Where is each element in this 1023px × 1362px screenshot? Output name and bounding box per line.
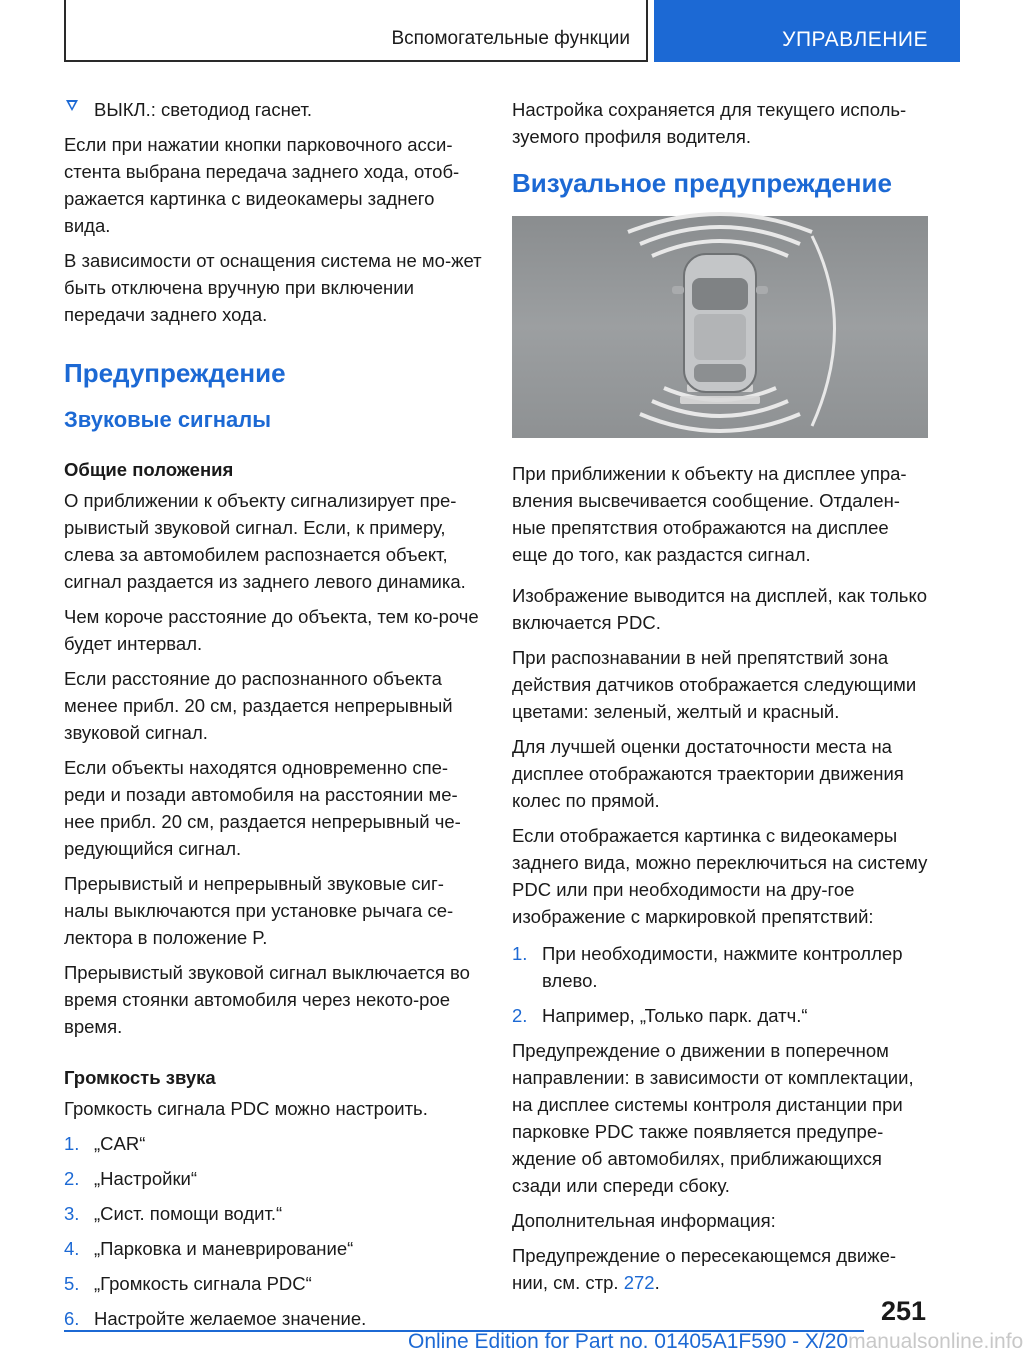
step-text: „Настройки“	[94, 1168, 198, 1189]
step-number: 2.	[512, 1005, 528, 1026]
reference-end: .	[654, 1272, 660, 1293]
list-item	[64, 1165, 484, 1192]
paragraph: При приближении к объекту на дисплее упра-вления высвечивается сообщение. Отдален-ные препятствия отображаются на дисплее еще до того, как раздастся сигнал.	[512, 463, 907, 565]
header-section-title: Вспомогательные функции	[391, 28, 630, 49]
step-number: 3.	[64, 1203, 80, 1224]
heading-general: Общие положения	[64, 459, 234, 480]
heading-warning: Предупреждение	[64, 358, 286, 388]
paragraph: Если расстояние до распознанного объекта менее прибл. 20 см, раздается непрерывный звуковой сигнал.	[64, 668, 453, 743]
list-item	[64, 1270, 484, 1297]
page-number: 251	[880, 1296, 926, 1326]
paragraph: Дополнительная информация:	[512, 1210, 776, 1231]
paragraph: Чем короче расстояние до объекта, тем ко-роче будет интервал.	[64, 606, 479, 654]
list-item	[512, 940, 928, 994]
paragraph: В зависимости от оснащения система не мо-жет быть отключена вручную при включении передачи заднего хода.	[64, 250, 482, 325]
left-column	[64, 96, 484, 1340]
list-item	[64, 1130, 484, 1157]
list-item	[64, 1200, 484, 1227]
reference-text: Предупреждение о пересекающемся движе-нии, см. стр.	[512, 1245, 897, 1293]
paragraph: Если отображается картинка с видеокамеры заднего вида, можно переключиться на систему PDC или при необходимости на дру-гое изображение с маркировкой препятствий:	[512, 825, 928, 927]
step-number: 5.	[64, 1273, 80, 1294]
heading-sound-signals: Звуковые сигналы	[64, 407, 272, 432]
step-number: 2.	[64, 1168, 80, 1189]
list-item	[64, 1305, 484, 1332]
paragraph: Настройка сохраняется для текущего исполь-зуемого профиля водителя.	[512, 99, 907, 147]
cross-reference	[512, 1242, 928, 1296]
watermark-text: manualsonline.info	[848, 1330, 1023, 1353]
footer-edition	[408, 1330, 1023, 1354]
step-text: „Парковка и маневрирование“	[94, 1238, 354, 1259]
paragraph: Изображение выводится на дисплей, как только включается PDC.	[512, 585, 928, 633]
edition-text: Online Edition for Part no. 01405A1F590 - X/20	[408, 1330, 849, 1353]
right-column	[512, 96, 928, 1304]
step-text: „CAR“	[94, 1133, 146, 1154]
triangle-bullet-icon	[66, 100, 78, 111]
step-number: 4.	[64, 1238, 80, 1259]
step-text: „Сист. помощи водит.“	[94, 1203, 283, 1224]
paragraph: Если объекты находятся одновременно спе-реди и позади автомобиля на расстоянии ме-нее прибл. 20 см, раздается непрерывный че-редующийся сигнал.	[64, 757, 461, 859]
step-number: 6.	[64, 1308, 80, 1329]
volume-steps-list	[64, 1130, 484, 1332]
heading-volume: Громкость звука	[64, 1067, 216, 1088]
step-text: При необходимости, нажмите контроллер влево.	[542, 943, 903, 991]
heading-visual-warning: Визуальное предупреждение	[512, 168, 892, 198]
bullet-off-text: ВЫКЛ.: светодиод гаснет.	[94, 99, 313, 120]
paragraph: Прерывистый звуковой сигнал выключается во время стоянки автомобиля через некото-рое время.	[64, 962, 470, 1037]
header-chapter-title: УПРАВЛЕНИЕ	[782, 28, 928, 51]
step-text: Настройте желаемое значение.	[94, 1308, 367, 1329]
list-item	[64, 1235, 484, 1262]
paragraph: Громкость сигнала PDC можно настроить.	[64, 1098, 428, 1119]
step-text: Например, „Только парк. датч.“	[542, 1005, 808, 1026]
paragraph: Если при нажатии кнопки парковочного асси-стента выбрана передача заднего хода, отоб-ражается картинка с видеокамеры заднего вида.	[64, 134, 460, 236]
paragraph: При распознавании в ней препятствий зона действия датчиков отображается следующими цветами: зеленый, желтый и красный.	[512, 647, 917, 722]
bullet-off-item	[64, 96, 484, 123]
step-text: „Громкость сигнала PDC“	[94, 1273, 312, 1294]
step-number: 1.	[512, 943, 528, 964]
list-item	[512, 1002, 928, 1029]
step-number: 1.	[64, 1133, 80, 1154]
car-sensor-icon	[512, 216, 928, 438]
paragraph: Прерывистый и непрерывный звуковые сиг-налы выключаются при установке рычага се-лектора в положение P.	[64, 873, 454, 948]
pdc-display-illustration	[512, 216, 928, 438]
page-link[interactable]: 272	[623, 1272, 655, 1293]
paragraph: Предупреждение о движении в поперечном направлении: в зависимости от комплектации, на дисплее системы контроля дистанции при парковке PDC также появляется предупре-ждение об автомобилях, приближающихся сзади или спереди сбоку.	[512, 1040, 914, 1196]
paragraph: О приближении к объекту сигнализирует пре-рывистый звуковой сигнал. Если, к примеру, слева за автомобилем распознается объект, сигнал раздается из заднего левого динамика.	[64, 490, 466, 592]
paragraph: Для лучшей оценки достаточности места на дисплее отображаются траектории движения колес по прямой.	[512, 736, 904, 811]
display-steps-list	[512, 940, 928, 1029]
header-section-box	[64, 0, 648, 62]
header-chapter-tab	[654, 0, 960, 62]
